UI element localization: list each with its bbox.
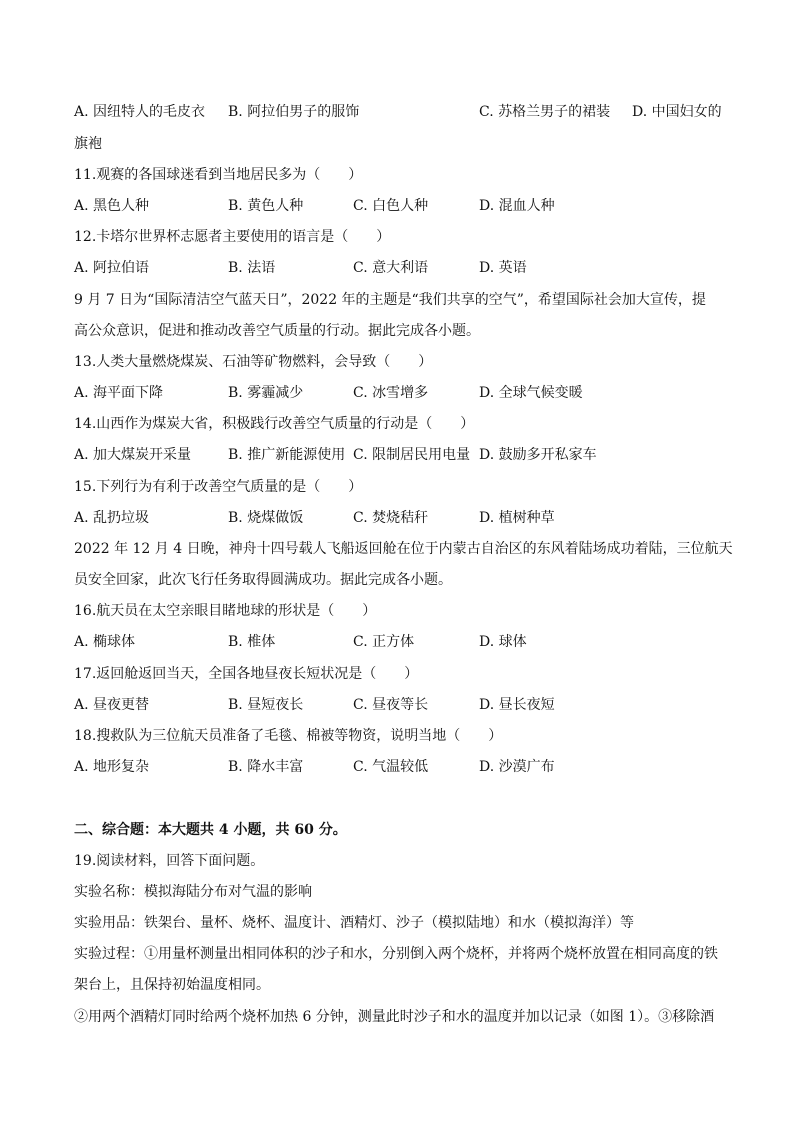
experiment-process-line3: ②用两个酒精灯同时给两个烧杯加热 6 分钟，测量此时沙子和水的温度并加以记录（如图 1）。③移除酒: [74, 1009, 715, 1025]
q18-option-b: B. 降水丰富: [228, 759, 304, 775]
q13-stem: 13.人类大量燃烧煤炭、石油等矿物燃料，会导致（ ）: [74, 354, 433, 370]
q18-stem: 18.搜救队为三位航天员准备了毛毯、棉被等物资，说明当地（ ）: [74, 728, 503, 744]
passage-air-line1: 9 月 7 日为“国际清洁空气蓝天日”，2022 年的主题是“我们共享的空气”，希望国际社会加大宣传，提: [74, 292, 706, 308]
q12-option-b: B. 法语: [228, 260, 276, 276]
q14-option-c: C. 限制居民用电量: [353, 447, 471, 463]
q15-option-a: A. 乱扔垃圾: [74, 510, 150, 526]
passage-space-line1: 2022 年 12 月 4 日晚，神舟十四号载人飞船返回舱在位于内蒙古自治区的东风着陆场成功着陆，三位航天: [74, 541, 733, 557]
q12-option-a: A. 阿拉伯语: [74, 260, 150, 276]
q10-option-d: D. 中国妇女的: [632, 104, 722, 120]
q14-option-d: D. 鼓励多开私家车: [479, 447, 597, 463]
q10-option-d-continued: 旗袍: [74, 136, 102, 152]
passage-air-line2: 高公众意识，促进和推动改善空气质量的行动。据此完成各小题。: [74, 323, 480, 339]
experiment-tools: 实验用品：铁架台、量杯、烧杯、温度计、酒精灯、沙子（模拟陆地）和水（模拟海洋）等: [74, 915, 634, 931]
q11-option-a: A. 黑色人种: [74, 198, 150, 214]
q12-option-c: C. 意大利语: [353, 260, 429, 276]
q16-option-a: A. 椭球体: [74, 634, 136, 650]
q11-option-c: C. 白色人种: [353, 198, 429, 214]
q17-option-b: B. 昼短夜长: [228, 697, 304, 713]
section2-heading: 二、综合题：本大题共 4 小题，共 60 分。: [74, 822, 347, 838]
q12-option-d: D. 英语: [479, 260, 527, 276]
q13-option-c: C. 冰雪增多: [353, 385, 429, 401]
q15-stem: 15.下列行为有利于改善空气质量的是（ ）: [74, 479, 363, 495]
q17-option-c: C. 昼夜等长: [353, 697, 429, 713]
q14-option-a: A. 加大煤炭开采量: [74, 447, 192, 463]
q10-option-a: A. 因纽特人的毛皮衣: [74, 104, 206, 120]
experiment-process-line1: 实验过程：①用量杯测量出相同体积的沙子和水，分别倒入两个烧杯，并将两个烧杯放置在相同高度的铁: [74, 946, 718, 962]
q11-option-b: B. 黄色人种: [228, 198, 304, 214]
experiment-name: 实验名称：模拟海陆分布对气温的影响: [74, 884, 312, 900]
q15-option-d: D. 植树种草: [479, 510, 555, 526]
q13-option-a: A. 海平面下降: [74, 385, 164, 401]
q17-option-d: D. 昼长夜短: [479, 697, 555, 713]
q11-stem: 11.观赛的各国球迷看到当地居民多为（ ）: [74, 167, 363, 183]
q14-stem: 14.山西作为煤炭大省，积极践行改善空气质量的行动是（ ）: [74, 416, 475, 432]
q15-option-c: C. 焚烧秸秆: [353, 510, 429, 526]
q10-option-c: C. 苏格兰男子的裙装: [479, 104, 611, 120]
q12-stem: 12.卡塔尔世界杯志愿者主要使用的语言是（ ）: [74, 229, 391, 245]
q17-stem: 17.返回舱返回当天，全国各地昼夜长短状况是（ ）: [74, 666, 419, 682]
q13-option-d: D. 全球气候变暖: [479, 385, 583, 401]
q11-option-d: D. 混血人种: [479, 198, 555, 214]
experiment-process-line2: 架台上，且保持初始温度相同。: [74, 977, 270, 993]
q16-option-b: B. 椎体: [228, 634, 276, 650]
q10-option-b: B. 阿拉伯男子的服饰: [228, 104, 360, 120]
q19-stem: 19.阅读材料，回答下面问题。: [74, 853, 265, 869]
q17-option-a: A. 昼夜更替: [74, 697, 150, 713]
q16-stem: 16.航天员在太空亲眼目睹地球的形状是（ ）: [74, 603, 377, 619]
q15-option-b: B. 烧煤做饭: [228, 510, 304, 526]
q16-option-d: D. 球体: [479, 634, 527, 650]
q16-option-c: C. 正方体: [353, 634, 415, 650]
passage-space-line2: 员安全回家，此次飞行任务取得圆满成功。据此完成各小题。: [74, 572, 452, 588]
q18-option-c: C. 气温较低: [353, 759, 429, 775]
q18-option-a: A. 地形复杂: [74, 759, 150, 775]
q18-option-d: D. 沙漠广布: [479, 759, 555, 775]
q13-option-b: B. 雾霾减少: [228, 385, 304, 401]
q14-option-b: B. 推广新能源使用: [228, 447, 346, 463]
